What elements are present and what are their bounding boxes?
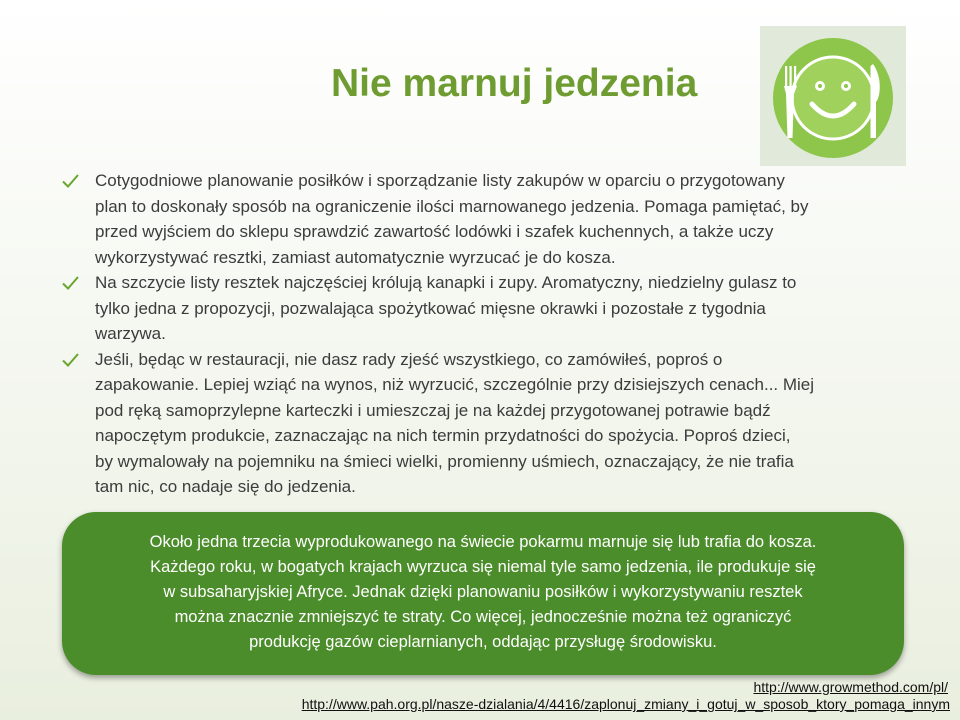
slide-title: Nie marnuj jedzenia	[331, 62, 698, 105]
bullet-line: tylko jedna z propozycji, pozwalająca spożytkować mięsne okrawki i pozostałe z tygodnia	[95, 298, 766, 318]
bullet-line: pod ręką samoprzylepne karteczki i umieszczaj je na każdej przygotowanej potrawie bądź	[95, 400, 771, 420]
bullet-line: plan to doskonały sposób na ograniczenie ilości marnowanego jedzenia. Pomaga pamiętać, by	[95, 196, 809, 216]
bullet-item	[60, 270, 910, 347]
bullet-line: wykorzystywać resztki, zamiast automatycznie wyrzucać je do kosza.	[95, 247, 616, 267]
callout-line: Około jedna trzecia wyprodukowanego na świecie pokarmu marnuje się lub trafia do kosza.	[149, 533, 817, 551]
callout-line: w subsaharyjskiej Afryce. Jednak dzięki planowaniu posiłków i wykorzystywaniu resztek	[163, 583, 803, 601]
smiling-plate-logo-icon	[760, 26, 906, 166]
bullet-line: Cotygodniowe planowanie posiłków i sporządzanie listy zakupów w oparciu o przygotowany	[95, 171, 785, 190]
bullet-line: napoczętym produkcie, zaznaczając na nich termin przydatności do spożycia. Poproś dzieci,	[95, 426, 791, 445]
bullet-line: Jeśli, będąc w restauracji, nie dasz rady zjeść wszystkiego, co zamówiłeś, poproś o	[95, 349, 723, 369]
source-link-growmethod[interactable]: http://www.growmethod.com/pl/	[753, 679, 948, 695]
callout-line: produkcję gazów cieplarnianych, oddając przysługę środowisku.	[249, 633, 717, 651]
bullet-item	[60, 347, 910, 500]
bullet-line: przed wyjściem do sklepu sprawdzić zawartość lodówki i szafek kuchennych, a także uczy	[95, 222, 774, 241]
checkmark-icon	[62, 174, 79, 188]
bullet-line: by wymalowały na pojemniku na śmieci wielki, promienny uśmiech, oznaczający, że nie trafia	[95, 451, 794, 471]
source-link-pah[interactable]: http://www.pah.org.pl/nasze-dzialania/4/4416/zaplonuj_zmiany_i_gotuj_w_sposob_ktory_pomaga_innym	[301, 696, 950, 712]
bullet-line: warzywa.	[95, 324, 166, 343]
bullet-line: zapakowanie. Lepiej wziąć na wynos, niż wyrzucić, szczególnie przy dzisiejszych cenach... Miej	[95, 375, 815, 394]
fact-callout-box	[62, 512, 904, 675]
bullet-line: Na szczycie listy resztek najczęściej królują kanapki i zupy. Aromatyczny, niedzielny gulasz to	[95, 273, 797, 292]
bullet-line: tam nic, co nadaje się do jedzenia.	[95, 477, 356, 496]
checkmark-icon	[62, 353, 79, 367]
checkmark-icon	[62, 276, 79, 290]
bullet-list	[60, 168, 910, 500]
bullet-item	[60, 168, 910, 270]
callout-line: Każdego roku, w bogatych krajach wyrzuca się niemal tyle samo jedzenia, ile produkuje się	[150, 558, 816, 576]
callout-line: można znacznie zmniejszyć te straty. Co więcej, jednocześnie można też ograniczyć	[174, 608, 792, 626]
